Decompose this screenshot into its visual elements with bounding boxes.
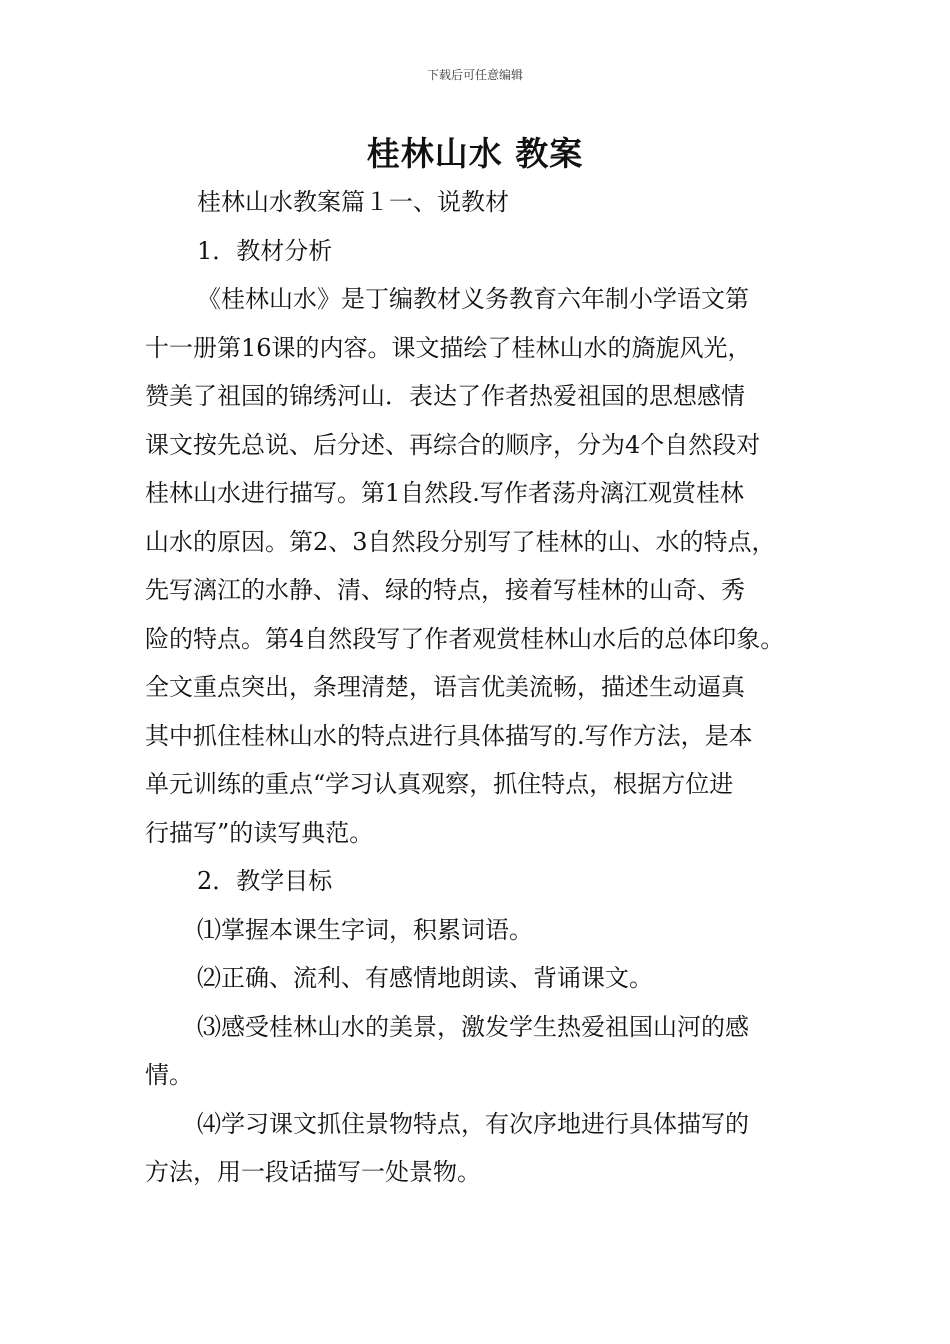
header-note: 下载后可任意编辑 [426,68,523,82]
goal-item: ⑴掌握本课生字词，积累词语。 [197,915,533,944]
document-title: 桂林山水 教案 [366,134,584,173]
section-heading-teaching-goals: 2．教学目标 [197,867,333,895]
text-line: 赞美了祖国的锦绣河山．表达了作者热爱祖国的思想感情 [145,382,745,410]
text-line: 十一册第16课的内容。课文描绘了桂林山水的旖旎风光， [145,333,752,362]
text-line: 单元训练的重点“学习认真观察，抓住特点，根据方位进 [145,770,734,798]
text-line: 情。 [145,1061,193,1089]
text-line: 行描写”的读写典范。 [145,818,374,847]
document-body [145,178,815,1197]
text-line: 课文按先总说、后分述、再综合的顺序，分为4个自然段对 [145,430,761,459]
paragraph-material-analysis [145,275,815,857]
text-line: 《桂林山水》是丁编教材义务教育六年制小学语文第 [197,285,749,313]
text-line: 险的特点。第4自然段写了作者观赏桂林山水后的总体印象。 [145,624,785,653]
intro-line: 桂林山水教案篇１一、说教材 [197,188,509,216]
section-heading-teaching-material-analysis: 1．教材分析 [197,236,333,265]
goal-item [145,1100,815,1197]
text-line: 山水的原因。第2、3自然段分别写了桂林的山、水的特点， [145,527,776,556]
text-line: 先写漓江的水静、清、绿的特点，接着写桂林的山奇、秀 [145,576,745,604]
text-line: 全文重点突出，条理清楚，语言优美流畅，描述生动逼真 [145,673,745,701]
text-line: 方法，用一段话描写一处景物。 [145,1158,481,1186]
goal-item: ⑵正确、流利、有感情地朗读、背诵课文。 [197,964,653,992]
text-line: ⑶感受桂林山水的美景，激发学生热爱祖国山河的感 [197,1012,749,1041]
text-line: 其中抓住桂林山水的特点进行具体描写的.写作方法，是本 [145,721,753,750]
text-line: 桂林山水进行描写。第1自然段.写作者荡舟漓江观赏桂林 [145,479,744,507]
text-line: ⑷学习课文抓住景物特点，有次序地进行具体描写的 [197,1109,749,1138]
goal-item [145,1003,815,1100]
